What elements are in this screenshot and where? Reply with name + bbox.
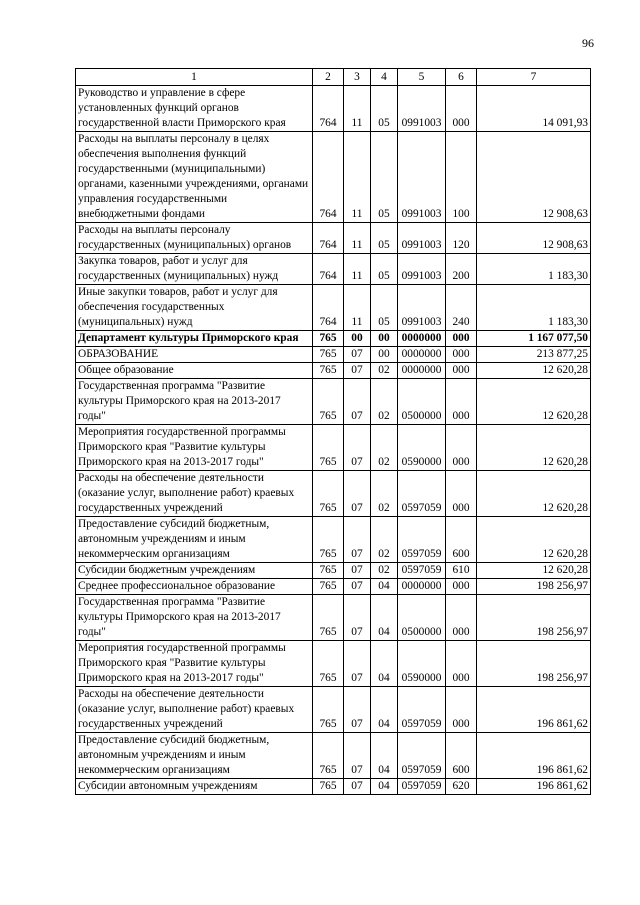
target-item-cell: 0597059 <box>398 687 446 733</box>
table-row <box>76 641 591 687</box>
target-item-cell: 0597059 <box>398 733 446 779</box>
table-row <box>76 517 591 563</box>
subsection-code-cell: 05 <box>371 223 398 254</box>
expense-type-cell: 000 <box>446 687 477 733</box>
ministry-code-cell: 765 <box>313 331 344 347</box>
expense-type-cell: 620 <box>446 779 477 795</box>
expense-type-cell: 600 <box>446 517 477 563</box>
section-code-cell: 07 <box>344 595 371 641</box>
expense-type-cell: 000 <box>446 331 477 347</box>
row-name-cell: Иные закупки товаров, работ и услуг для обеспечения государственных (муниципальных) нужд <box>76 285 313 331</box>
amount-cell: 12 620,28 <box>477 517 591 563</box>
expense-type-cell: 000 <box>446 363 477 379</box>
table-row <box>76 331 591 347</box>
amount-cell: 12 908,63 <box>477 223 591 254</box>
ministry-code-cell: 765 <box>313 733 344 779</box>
table-row <box>76 733 591 779</box>
table-row <box>76 425 591 471</box>
target-item-cell: 0991003 <box>398 132 446 223</box>
table-row <box>76 254 591 285</box>
section-code-cell: 07 <box>344 779 371 795</box>
amount-cell: 1 183,30 <box>477 254 591 285</box>
expense-type-cell: 000 <box>446 471 477 517</box>
table-row <box>76 579 591 595</box>
table-row <box>76 563 591 579</box>
target-item-cell: 0500000 <box>398 379 446 425</box>
section-code-cell: 07 <box>344 563 371 579</box>
target-item-cell: 0000000 <box>398 579 446 595</box>
subsection-code-cell: 05 <box>371 86 398 132</box>
column-header: 2 <box>313 69 344 86</box>
subsection-code-cell: 04 <box>371 579 398 595</box>
section-code-cell: 07 <box>344 517 371 563</box>
subsection-code-cell: 05 <box>371 254 398 285</box>
row-name-cell: Субсидии автономным учреждениям <box>76 779 313 795</box>
target-item-cell: 0000000 <box>398 347 446 363</box>
expense-type-cell: 000 <box>446 641 477 687</box>
subsection-code-cell: 02 <box>371 517 398 563</box>
section-code-cell: 07 <box>344 733 371 779</box>
target-item-cell: 0000000 <box>398 363 446 379</box>
ministry-code-cell: 764 <box>313 254 344 285</box>
ministry-code-cell: 764 <box>313 285 344 331</box>
section-code-cell: 11 <box>344 285 371 331</box>
column-header: 6 <box>446 69 477 86</box>
table-row <box>76 595 591 641</box>
target-item-cell: 0991003 <box>398 86 446 132</box>
ministry-code-cell: 765 <box>313 379 344 425</box>
row-name-cell: ОБРАЗОВАНИЕ <box>76 347 313 363</box>
section-code-cell: 07 <box>344 425 371 471</box>
section-code-cell: 07 <box>344 379 371 425</box>
target-item-cell: 0597059 <box>398 779 446 795</box>
column-header: 7 <box>477 69 591 86</box>
expense-type-cell: 000 <box>446 579 477 595</box>
row-name-cell: Расходы на выплаты персоналу в целях обеспечения выполнения функций государственными (муниципальными) органами, казенными учреждениями, органами управления государственными внебюджетными фондами <box>76 132 313 223</box>
amount-cell: 1 167 077,50 <box>477 331 591 347</box>
subsection-code-cell: 02 <box>371 563 398 579</box>
section-code-cell: 11 <box>344 132 371 223</box>
expense-type-cell: 000 <box>446 595 477 641</box>
amount-cell: 198 256,97 <box>477 595 591 641</box>
ministry-code-cell: 765 <box>313 363 344 379</box>
subsection-code-cell: 04 <box>371 779 398 795</box>
table-row <box>76 471 591 517</box>
row-name-cell: Мероприятия государственной программы Приморского края "Развитие культуры Приморского края на 2013-2017 годы" <box>76 641 313 687</box>
amount-cell: 198 256,97 <box>477 579 591 595</box>
page-number: 96 <box>582 36 594 50</box>
table-row <box>76 132 591 223</box>
row-name-cell: Расходы на обеспечение деятельности (оказание услуг, выполнение работ) краевых государственных учреждений <box>76 687 313 733</box>
subsection-code-cell: 05 <box>371 285 398 331</box>
subsection-code-cell: 02 <box>371 379 398 425</box>
target-item-cell: 0597059 <box>398 563 446 579</box>
ministry-code-cell: 765 <box>313 563 344 579</box>
amount-cell: 198 256,97 <box>477 641 591 687</box>
table-row <box>76 379 591 425</box>
expense-type-cell: 000 <box>446 347 477 363</box>
amount-cell: 196 861,62 <box>477 779 591 795</box>
column-header: 4 <box>371 69 398 86</box>
subsection-code-cell: 04 <box>371 641 398 687</box>
target-item-cell: 0991003 <box>398 285 446 331</box>
row-name-cell: Мероприятия государственной программы Приморского края "Развитие культуры Приморского края на 2013-2017 годы" <box>76 425 313 471</box>
row-name-cell: Среднее профессиональное образование <box>76 579 313 595</box>
amount-cell: 12 908,63 <box>477 132 591 223</box>
row-name-cell: Государственная программа "Развитие культуры Приморского края на 2013-2017 годы" <box>76 595 313 641</box>
expense-type-cell: 600 <box>446 733 477 779</box>
budget-table <box>75 68 591 795</box>
amount-cell: 196 861,62 <box>477 733 591 779</box>
subsection-code-cell: 04 <box>371 595 398 641</box>
ministry-code-cell: 765 <box>313 347 344 363</box>
table-row <box>76 779 591 795</box>
amount-cell: 196 861,62 <box>477 687 591 733</box>
ministry-code-cell: 765 <box>313 595 344 641</box>
amount-cell: 12 620,28 <box>477 471 591 517</box>
subsection-code-cell: 02 <box>371 363 398 379</box>
column-header: 3 <box>344 69 371 86</box>
ministry-code-cell: 765 <box>313 687 344 733</box>
subsection-code-cell: 00 <box>371 347 398 363</box>
target-item-cell: 0991003 <box>398 223 446 254</box>
subsection-code-cell: 04 <box>371 687 398 733</box>
amount-cell: 213 877,25 <box>477 347 591 363</box>
row-name-cell: Руководство и управление в сфере установленных функций органов государственной власти Приморского края <box>76 86 313 132</box>
ministry-code-cell: 765 <box>313 425 344 471</box>
ministry-code-cell: 765 <box>313 579 344 595</box>
section-code-cell: 07 <box>344 687 371 733</box>
amount-cell: 12 620,28 <box>477 363 591 379</box>
ministry-code-cell: 765 <box>313 779 344 795</box>
section-code-cell: 07 <box>344 347 371 363</box>
section-code-cell: 07 <box>344 579 371 595</box>
table-row <box>76 285 591 331</box>
table-row <box>76 363 591 379</box>
expense-type-cell: 610 <box>446 563 477 579</box>
ministry-code-cell: 765 <box>313 471 344 517</box>
ministry-code-cell: 764 <box>313 132 344 223</box>
subsection-code-cell: 05 <box>371 132 398 223</box>
amount-cell: 1 183,30 <box>477 285 591 331</box>
expense-type-cell: 240 <box>446 285 477 331</box>
row-name-cell: Закупка товаров, работ и услуг для государственных (муниципальных) нужд <box>76 254 313 285</box>
section-code-cell: 11 <box>344 254 371 285</box>
amount-cell: 12 620,28 <box>477 425 591 471</box>
row-name-cell: Субсидии бюджетным учреждениям <box>76 563 313 579</box>
table-row <box>76 223 591 254</box>
table-row <box>76 347 591 363</box>
target-item-cell: 0500000 <box>398 595 446 641</box>
target-item-cell: 0597059 <box>398 517 446 563</box>
target-item-cell: 0590000 <box>398 641 446 687</box>
row-name-cell: Предоставление субсидий бюджетным, автономным учреждениям и иным некоммерческим организациям <box>76 517 313 563</box>
row-name-cell: Расходы на выплаты персоналу государственных (муниципальных) органов <box>76 223 313 254</box>
ministry-code-cell: 765 <box>313 517 344 563</box>
amount-cell: 12 620,28 <box>477 379 591 425</box>
column-header: 5 <box>398 69 446 86</box>
section-code-cell: 07 <box>344 471 371 517</box>
target-item-cell: 0597059 <box>398 471 446 517</box>
amount-cell: 14 091,93 <box>477 86 591 132</box>
expense-type-cell: 200 <box>446 254 477 285</box>
expense-type-cell: 000 <box>446 86 477 132</box>
amount-cell: 12 620,28 <box>477 563 591 579</box>
subsection-code-cell: 02 <box>371 471 398 517</box>
target-item-cell: 0991003 <box>398 254 446 285</box>
row-name-cell: Общее образование <box>76 363 313 379</box>
expense-type-cell: 000 <box>446 379 477 425</box>
target-item-cell: 0590000 <box>398 425 446 471</box>
table-row <box>76 687 591 733</box>
expense-type-cell: 000 <box>446 425 477 471</box>
ministry-code-cell: 764 <box>313 223 344 254</box>
expense-type-cell: 120 <box>446 223 477 254</box>
table-row <box>76 86 591 132</box>
subsection-code-cell: 00 <box>371 331 398 347</box>
subsection-code-cell: 02 <box>371 425 398 471</box>
section-code-cell: 11 <box>344 86 371 132</box>
target-item-cell: 0000000 <box>398 331 446 347</box>
row-name-cell: Государственная программа "Развитие культуры Приморского края на 2013-2017 годы" <box>76 379 313 425</box>
row-name-cell: Департамент культуры Приморского края <box>76 331 313 347</box>
column-header: 1 <box>76 69 313 86</box>
section-code-cell: 07 <box>344 641 371 687</box>
subsection-code-cell: 04 <box>371 733 398 779</box>
row-name-cell: Расходы на обеспечение деятельности (оказание услуг, выполнение работ) краевых государственных учреждений <box>76 471 313 517</box>
section-code-cell: 00 <box>344 331 371 347</box>
ministry-code-cell: 764 <box>313 86 344 132</box>
table-header-row <box>76 69 591 86</box>
row-name-cell: Предоставление субсидий бюджетным, автономным учреждениям и иным некоммерческим организациям <box>76 733 313 779</box>
ministry-code-cell: 765 <box>313 641 344 687</box>
section-code-cell: 07 <box>344 363 371 379</box>
expense-type-cell: 100 <box>446 132 477 223</box>
section-code-cell: 11 <box>344 223 371 254</box>
